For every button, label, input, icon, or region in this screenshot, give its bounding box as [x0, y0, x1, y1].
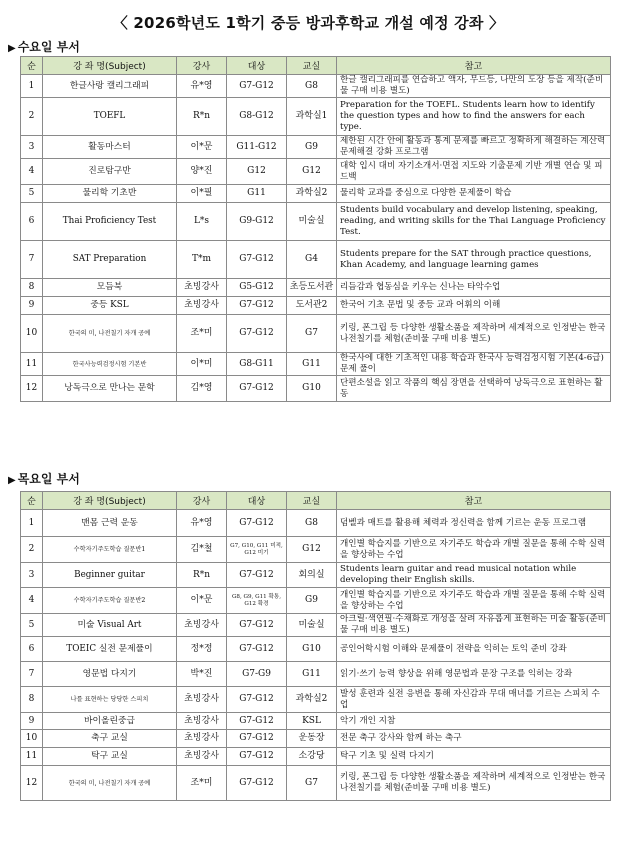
column-header: 강사 — [177, 57, 227, 75]
row-number: 12 — [21, 766, 43, 801]
row-number: 5 — [21, 185, 43, 203]
note: 공인어학시험 이해와 문제풀이 전략을 익히는 토익 준비 강좌 — [337, 637, 611, 662]
target-grade: G11-G12 — [227, 136, 287, 159]
table-row — [21, 588, 611, 614]
course-name: 낭독극으로 만나는 문학 — [43, 376, 177, 402]
target-grade: G7-G12 — [227, 637, 287, 662]
classroom: 도서관2 — [287, 297, 337, 315]
classroom: KSL — [287, 713, 337, 730]
course-name: 맨몸 근력 운동 — [43, 510, 177, 537]
target-grade: G7-G12 — [227, 241, 287, 279]
target-grade: G8-G12 — [227, 98, 287, 136]
note: 한글 캘리그래피를 연습하고 액자, 무드등, 나만의 도장 등을 제작(준비물 구매 비용 별도) — [337, 75, 611, 98]
note: 발성 훈련과 실전 응변을 통해 자신감과 무대 매너를 기르는 스피치 수업 — [337, 687, 611, 713]
note: Preparation for the TOEFL. Students learn how to identify the question types and how to find the answers for each type. — [337, 98, 611, 136]
teacher: 초빙강사 — [177, 748, 227, 766]
table-row — [21, 353, 611, 376]
table-row — [21, 75, 611, 98]
classroom: G8 — [287, 510, 337, 537]
table-row — [21, 376, 611, 402]
section-heading-thursday: ▶ 목요일 부서 — [8, 472, 80, 486]
target-grade: G5-G12 — [227, 279, 287, 297]
course-name: 영문법 다지기 — [43, 662, 177, 687]
classroom: 초등도서관 — [287, 279, 337, 297]
row-number: 6 — [21, 203, 43, 241]
table-row — [21, 279, 611, 297]
table-row — [21, 687, 611, 713]
column-header: 대상 — [227, 57, 287, 75]
note: 한국어 기초 문법 및 중등 교과 어휘의 이해 — [337, 297, 611, 315]
course-name: 축구 교실 — [43, 730, 177, 748]
target-grade: G7-G12 — [227, 687, 287, 713]
table-row — [21, 662, 611, 687]
teacher: 유*영 — [177, 75, 227, 98]
note: 키링, 폰그립 등 다양한 생활소품을 제작하며 세계적으로 인정받는 한국 나전칠기를 체험(준비물 구매 비용 별도) — [337, 766, 611, 801]
triangle-bullet-icon: ▶ — [8, 43, 16, 54]
target-grade: G7-G12 — [227, 730, 287, 748]
teacher: 정*정 — [177, 637, 227, 662]
note: 전문 축구 강사와 함께 하는 축구 — [337, 730, 611, 748]
row-number: 3 — [21, 563, 43, 588]
classroom: G8 — [287, 75, 337, 98]
course-name: TOEFL — [43, 98, 177, 136]
classroom: 과학실2 — [287, 687, 337, 713]
teacher: 초빙강사 — [177, 687, 227, 713]
classroom: G12 — [287, 159, 337, 185]
classroom: 소강당 — [287, 748, 337, 766]
page-title: 〈 2026학년도 1학기 중등 방과후학교 개설 예정 강좌 〉 — [112, 14, 505, 32]
teacher: 초빙강사 — [177, 713, 227, 730]
target-grade: G7-G12 — [227, 563, 287, 588]
note: Students prepare for the SAT through practice questions, Khan Academy, and language learning games — [337, 241, 611, 279]
course-name: 미술 Visual Art — [43, 614, 177, 637]
thursday-table — [20, 491, 611, 801]
row-number: 4 — [21, 159, 43, 185]
target-grade: G9-G12 — [227, 203, 287, 241]
course-name: 중등 KSL — [43, 297, 177, 315]
note: 제한된 시간 안에 활동과 통계 문제를 빠르고 정확하게 해결하는 계산력 문제해결 강화 프로그램 — [337, 136, 611, 159]
classroom: G9 — [287, 136, 337, 159]
target-grade: G7-G12 — [227, 748, 287, 766]
note: Students learn guitar and read musical notation while developing their English skills. — [337, 563, 611, 588]
classroom: G7 — [287, 315, 337, 353]
teacher: 양*진 — [177, 159, 227, 185]
row-number: 1 — [21, 75, 43, 98]
column-header: 대상 — [227, 492, 287, 510]
note: 키링, 폰그립 등 다양한 생활소품을 제작하며 세계적으로 인정받는 한국 나전칠기를 체험(준비물 구매 비용 별도) — [337, 315, 611, 353]
target-grade: G7-G12 — [227, 315, 287, 353]
row-number: 4 — [21, 588, 43, 614]
row-number: 6 — [21, 637, 43, 662]
classroom: G4 — [287, 241, 337, 279]
note: 읽기·쓰기 능력 향상을 위해 영문법과 문장 구조를 익히는 강좌 — [337, 662, 611, 687]
note: Students build vocabulary and develop listening, speaking, reading, and writing skills for the Thai Language Proficiency Test. — [337, 203, 611, 241]
table-row — [21, 713, 611, 730]
note: 개인별 학습지를 기반으로 자기주도 학습과 개별 질문을 통해 수학 실력을 향상하는 수업 — [337, 588, 611, 614]
classroom: G12 — [287, 537, 337, 563]
classroom: G9 — [287, 588, 337, 614]
row-number: 2 — [21, 537, 43, 563]
row-number: 9 — [21, 713, 43, 730]
course-name: 물리학 기초반 — [43, 185, 177, 203]
row-number: 3 — [21, 136, 43, 159]
target-grade: G11 — [227, 185, 287, 203]
target-grade: G7-G12 — [227, 75, 287, 98]
teacher: L*s — [177, 203, 227, 241]
classroom: 회의실 — [287, 563, 337, 588]
course-name: 한글사랑 캘리그래피 — [43, 75, 177, 98]
target-grade: G7-G12 — [227, 713, 287, 730]
table-row — [21, 637, 611, 662]
column-header: 순 — [21, 57, 43, 75]
note: 개인별 학습지를 기반으로 자기주도 학습과 개별 질문을 통해 수학 실력을 향상하는 수업 — [337, 537, 611, 563]
course-name: 수학자기주도학습 질문반1 — [43, 537, 177, 563]
note: 단편소설을 읽고 작품의 핵심 장면을 선택하여 낭독극으로 표현하는 활동 — [337, 376, 611, 402]
course-name: 한국의 미, 나전칠기 자개 공예 — [43, 766, 177, 801]
course-name: 활동마스터 — [43, 136, 177, 159]
classroom: G11 — [287, 662, 337, 687]
course-name: TOEIC 실전 문제풀이 — [43, 637, 177, 662]
course-name: 나를 표현하는 당당한 스피치 — [43, 687, 177, 713]
table-row — [21, 136, 611, 159]
course-name: 바이올린중급 — [43, 713, 177, 730]
teacher: 초빙강사 — [177, 297, 227, 315]
table-row — [21, 185, 611, 203]
row-number: 7 — [21, 662, 43, 687]
table-row — [21, 297, 611, 315]
teacher: 조*미 — [177, 315, 227, 353]
column-header: 순 — [21, 492, 43, 510]
table-row — [21, 98, 611, 136]
teacher: 이*문 — [177, 588, 227, 614]
note: 아크릴·색연필·수채화로 개성을 살려 자유롭게 표현하는 미술 활동(준비물 구매 비용 별도) — [337, 614, 611, 637]
row-number: 8 — [21, 279, 43, 297]
target-grade: G7-G9 — [227, 662, 287, 687]
column-header: 강사 — [177, 492, 227, 510]
target-grade: G8-G11 — [227, 353, 287, 376]
row-number: 5 — [21, 614, 43, 637]
teacher: R*n — [177, 563, 227, 588]
table-row — [21, 766, 611, 801]
row-number: 7 — [21, 241, 43, 279]
course-name: 모듬북 — [43, 279, 177, 297]
row-number: 2 — [21, 98, 43, 136]
note: 한국사에 대한 기초적인 내용 학습과 한국사 능력검정시험 기본(4-6급) 문제 풀이 — [337, 353, 611, 376]
table-row — [21, 563, 611, 588]
column-header: 참고 — [337, 57, 611, 75]
section-heading-wednesday: ▶ 수요일 부서 — [8, 40, 80, 54]
course-name: 진로탐구반 — [43, 159, 177, 185]
table-row — [21, 537, 611, 563]
classroom: 미술실 — [287, 614, 337, 637]
table-row — [21, 315, 611, 353]
row-number: 10 — [21, 730, 43, 748]
note: 탁구 기초 및 실력 다지기 — [337, 748, 611, 766]
teacher: R*n — [177, 98, 227, 136]
column-header: 교실 — [287, 492, 337, 510]
target-grade: G7-G12 — [227, 510, 287, 537]
table-row — [21, 730, 611, 748]
teacher: 조*미 — [177, 766, 227, 801]
row-number: 9 — [21, 297, 43, 315]
classroom: 과학실2 — [287, 185, 337, 203]
teacher: 이*필 — [177, 185, 227, 203]
classroom: G7 — [287, 766, 337, 801]
note: 리듬감과 협동심을 키우는 신나는 타악수업 — [337, 279, 611, 297]
teacher: 이*미 — [177, 353, 227, 376]
triangle-bullet-icon: ▶ — [8, 475, 16, 486]
table-row — [21, 510, 611, 537]
teacher: 초빙강사 — [177, 730, 227, 748]
classroom: G11 — [287, 353, 337, 376]
row-number: 12 — [21, 376, 43, 402]
row-number: 1 — [21, 510, 43, 537]
teacher: 이*문 — [177, 136, 227, 159]
row-number: 8 — [21, 687, 43, 713]
target-grade: G7-G12 — [227, 766, 287, 801]
target-grade: G12 — [227, 159, 287, 185]
target-grade: G7-G12 — [227, 297, 287, 315]
table-row — [21, 748, 611, 766]
course-name: 탁구 교실 — [43, 748, 177, 766]
target-grade: G8, G9, G11 확통, G12 확경 — [227, 588, 287, 614]
column-header: 강 좌 명(Subject) — [43, 492, 177, 510]
target-grade: G7-G12 — [227, 614, 287, 637]
row-number: 11 — [21, 748, 43, 766]
column-header: 참고 — [337, 492, 611, 510]
note: 대학 입시 대비 자기소개서·면접 지도와 기출문제 기반 개별 연습 및 피드백 — [337, 159, 611, 185]
note: 덤벨과 매트를 활용해 체력과 정신력을 함께 기르는 운동 프로그램 — [337, 510, 611, 537]
note: 악기 개인 지참 — [337, 713, 611, 730]
classroom: G10 — [287, 376, 337, 402]
teacher: 초빙강사 — [177, 279, 227, 297]
wednesday-table — [20, 56, 611, 402]
column-header: 교실 — [287, 57, 337, 75]
course-name: 한국사능력검정시험 기본반 — [43, 353, 177, 376]
table-row — [21, 614, 611, 637]
row-number: 11 — [21, 353, 43, 376]
course-name: SAT Preparation — [43, 241, 177, 279]
teacher: 초빙강사 — [177, 614, 227, 637]
teacher: T*m — [177, 241, 227, 279]
row-number: 10 — [21, 315, 43, 353]
target-grade: G7-G12 — [227, 376, 287, 402]
course-name: Thai Proficiency Test — [43, 203, 177, 241]
table-header-row — [21, 57, 611, 75]
table-row — [21, 203, 611, 241]
classroom: 과학실1 — [287, 98, 337, 136]
table-row — [21, 159, 611, 185]
teacher: 유*영 — [177, 510, 227, 537]
teacher: 박*진 — [177, 662, 227, 687]
table-row — [21, 241, 611, 279]
course-name: 한국의 미, 나전칠기 자개 공예 — [43, 315, 177, 353]
classroom: 미술실 — [287, 203, 337, 241]
teacher: 김*철 — [177, 537, 227, 563]
note: 물리학 교과를 중심으로 다양한 문제풀이 학습 — [337, 185, 611, 203]
teacher: 김*영 — [177, 376, 227, 402]
column-header: 강 좌 명(Subject) — [43, 57, 177, 75]
table-header-row — [21, 492, 611, 510]
classroom: G10 — [287, 637, 337, 662]
course-name: 수학자기주도학습 질문반2 — [43, 588, 177, 614]
target-grade: G7, G10, G11 미적, G12 미기 — [227, 537, 287, 563]
course-name: Beginner guitar — [43, 563, 177, 588]
classroom: 운동장 — [287, 730, 337, 748]
